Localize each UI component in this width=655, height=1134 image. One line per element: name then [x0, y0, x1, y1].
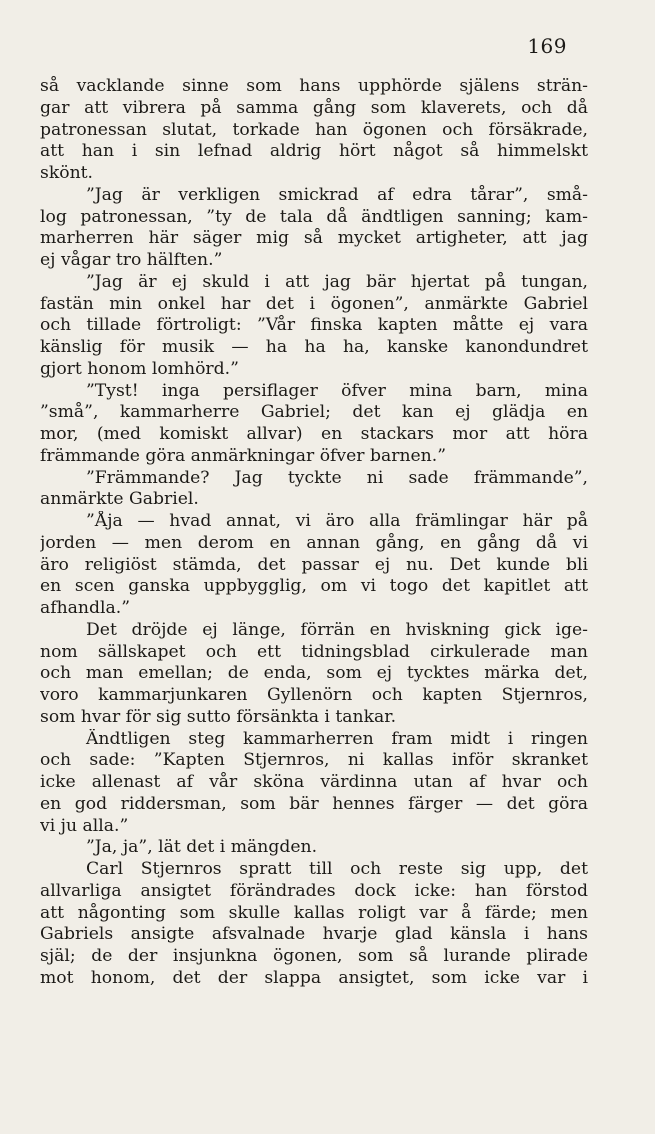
text-line: log patronessan, ”ty de tala då ändtligen sanning; kam-	[40, 206, 588, 227]
text-line: ”Jag är ej skuld i att jag bär hjertat på tungan,	[86, 271, 588, 292]
text-line: gjort honom lomhörd.”	[40, 358, 239, 379]
text-line: själ; de der insjunkna ögonen, som så lurande plirade	[40, 946, 588, 966]
text-line: Det dröjde ej länge, förrän en hviskning gick ige-	[86, 619, 588, 640]
body-text	[40, 76, 588, 990]
text-line: ej vågar tro hälften.”	[40, 250, 223, 270]
text-line: att han i sin lefnad aldrig hört något så himmelskt	[40, 141, 588, 162]
text-line: och tillade förtroligt: ”Vår finska kapten måtte ej vara	[40, 315, 588, 336]
text-line: Carl Stjernros spratt till och reste sig upp, det	[86, 859, 588, 879]
text-line: skönt.	[40, 163, 94, 183]
text-line: voro kammarjunkaren Gyllenörn och kapten Stjernros,	[40, 685, 588, 705]
text-line: så vacklande sinne som hans upphörde själens strän-	[40, 76, 588, 96]
text-line: fastän min onkel har det i ögonen”, anmärkte Gabriel	[40, 293, 588, 314]
text-line: som hvar för sig sutto försänkta i tankar.	[40, 706, 397, 727]
text-line: ”Tyst! inga persiflager öfver mina barn, mina	[86, 380, 588, 401]
text-line: anmärkte Gabriel.	[40, 489, 199, 510]
text-line: patronessan slutat, torkade han ögonen och försäkrade,	[40, 119, 588, 140]
text-line: marherren här säger mig så mycket artigheter, att jag	[40, 228, 588, 249]
text-line: icke allenast af vår sköna värdinna utan af hvar och	[40, 772, 588, 792]
text-line: Ändtligen steg kammarherren fram midt i ringen	[86, 728, 588, 749]
text-line: mor, (med komiskt allvar) en stackars mor att höra	[40, 424, 588, 444]
text-line: och man emellan; de enda, som ej tycktes märka det,	[40, 663, 588, 684]
text-line: allvarliga ansigtet förändrades dock icke: han förstod	[40, 880, 588, 901]
text-line: främmande göra anmärkningar öfver barnen.”	[40, 445, 447, 466]
text-line: äro religiöst stämda, det passar ej nu. Det kunde bli	[40, 554, 588, 575]
text-line: mot honom, det der slappa ansigtet, som icke var i	[40, 967, 588, 988]
text-line: ”små”, kammarherre Gabriel; det kan ej glädja en	[40, 402, 588, 423]
text-line: att någonting som skulle kallas roligt var å färde; men	[40, 902, 588, 923]
text-line: ”Jag är verkligen smickrad af edra tårar”, små-	[86, 184, 588, 205]
text-line: känslig för musik — ha ha ha, kanske kanondundret	[40, 337, 588, 357]
text-line: ”Ja, ja”, lät det i mängden.	[86, 837, 318, 858]
text-line: afhandla.”	[40, 598, 130, 618]
text-line: ”Åja — hvad annat, vi äro alla främlingar här på	[86, 511, 588, 531]
text-line: nom sällskapet och ett tidningsblad cirkulerade man	[40, 641, 588, 662]
text-line: ”Främmande? Jag tyckte ni sade främmande”,	[86, 467, 588, 488]
text-line: gar att vibrera på samma gång som klaverets, och då	[40, 97, 588, 118]
text-line: jorden — men derom en annan gång, en gång då vi	[40, 532, 588, 553]
text-line: vi ju alla.”	[40, 815, 129, 836]
page-number: 169	[527, 34, 567, 58]
text-line: och sade: ”Kapten Stjernros, ni kallas inför skranket	[40, 750, 588, 771]
text-line: en god riddersman, som bär hennes färger — det göra	[40, 793, 588, 814]
text-line: en scen ganska uppbygglig, om vi togo det kapitlet att	[40, 576, 588, 597]
text-line: Gabriels ansigte afsvalnade hvarje glad känsla i hans	[40, 924, 588, 945]
